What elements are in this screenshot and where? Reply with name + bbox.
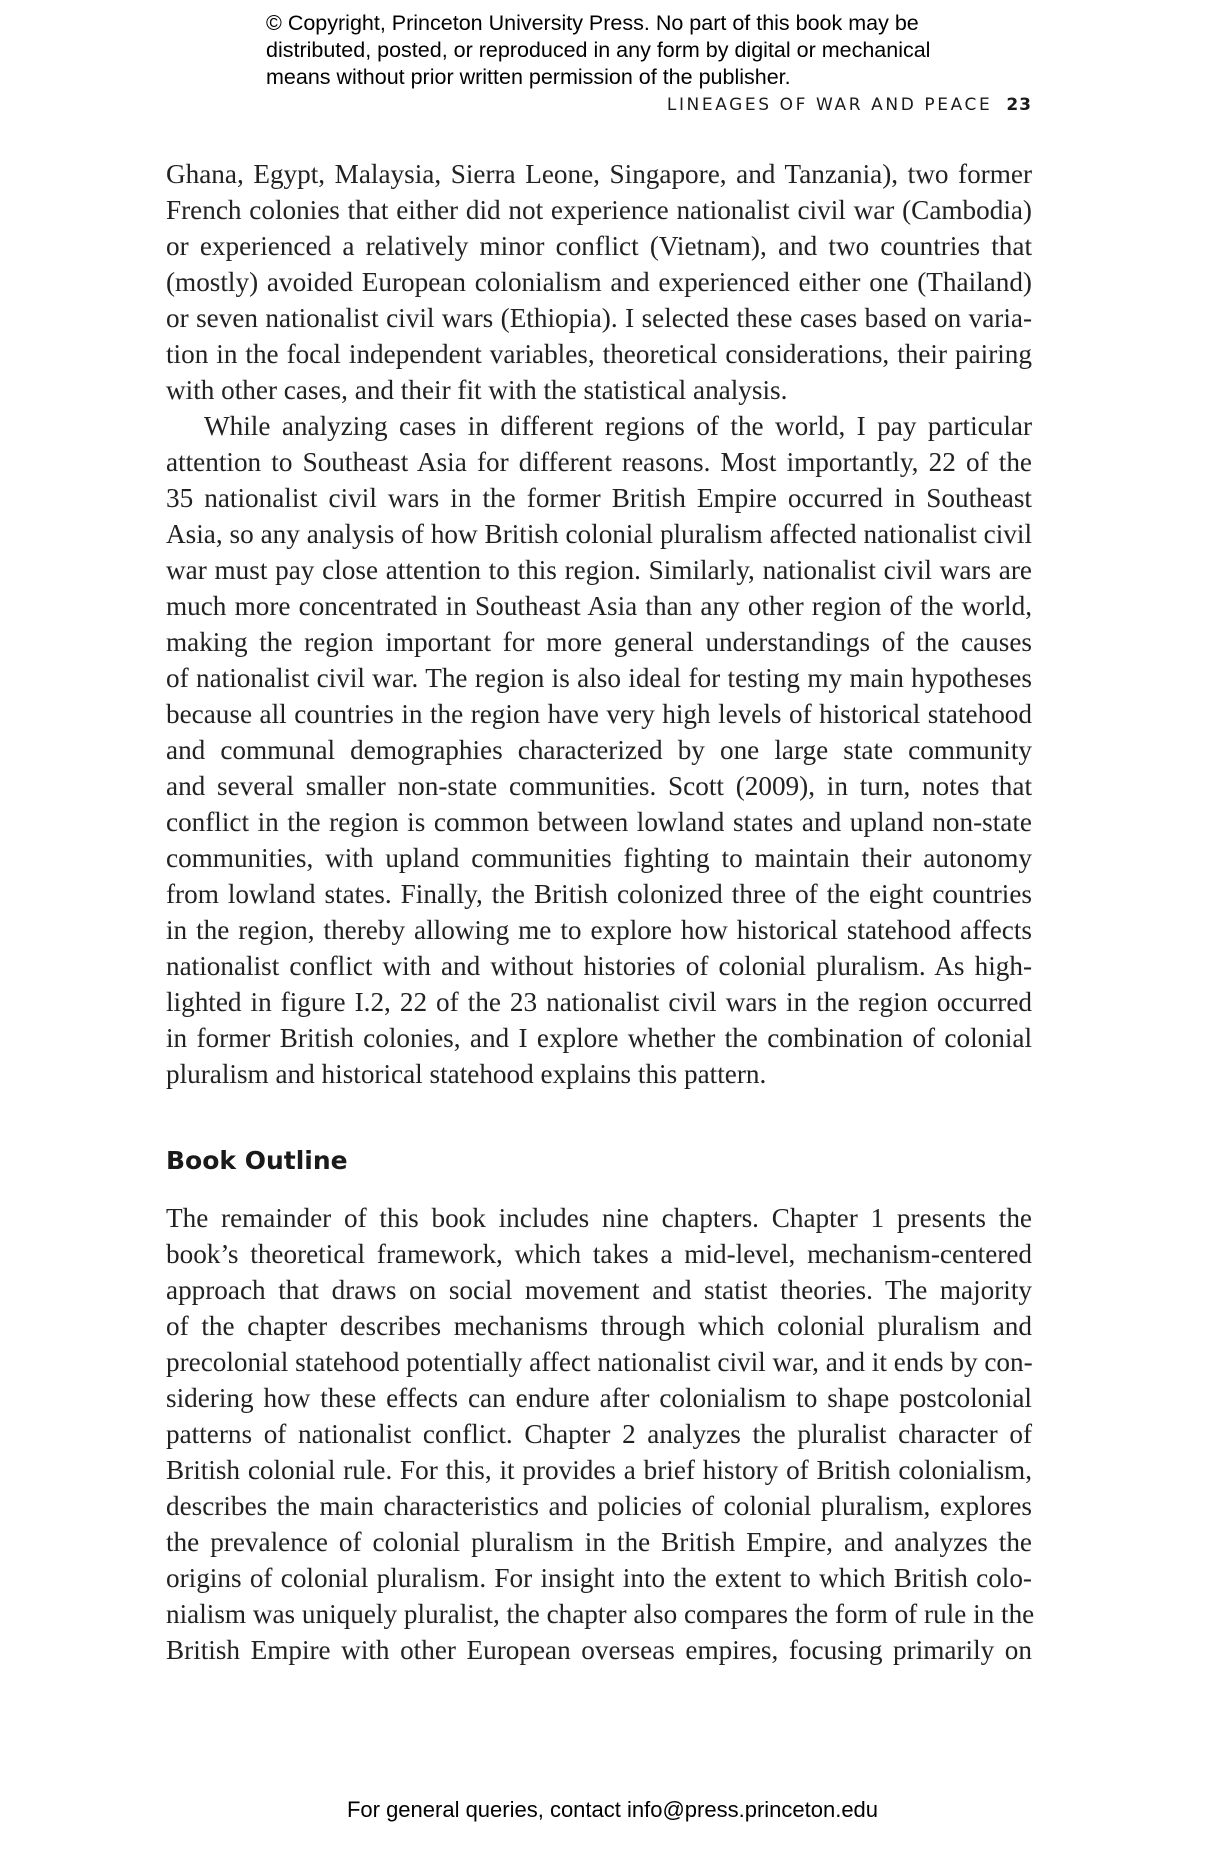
text-line: describes the main characteristics and policies of colonial pluralism, explores [166,1491,1032,1521]
text-line: the prevalence of colonial pluralism in the British Empire, and analyzes the [166,1527,1032,1557]
text-line: lighted in figure I.2, 22 of the 23 nationalist civil wars in the region occurred [166,987,1032,1017]
section-heading: Book Outline [166,1146,348,1175]
text-line: of nationalist civil war. The region is also ideal for testing my main hypotheses [166,663,1032,693]
text-line: because all countries in the region have very high levels of historical statehood [166,699,1032,729]
text-line: attention to Southeast Asia for different reasons. Most importantly, 22 of the [166,447,1032,477]
text-line: communities, with upland communities fighting to maintain their autonomy [166,843,1032,873]
text-line: book’s theoretical framework, which takes a mid-level, mechanism-centered [166,1239,1032,1269]
text-line: or seven nationalist civil wars (Ethiopia). I selected these cases based on varia- [166,303,1032,333]
text-line: origins of colonial pluralism. For insight into the extent to which British colo- [166,1563,1032,1593]
text-line: Ghana, Egypt, Malaysia, Sierra Leone, Singapore, and Tanzania), two former [166,159,1032,189]
text-line: British colonial rule. For this, it provides a brief history of British colonialism, [166,1455,1032,1485]
text-line: sidering how these effects can endure after colonialism to shape postcolonial [166,1383,1032,1413]
text-line: Asia, so any analysis of how British colonial pluralism affected nationalist civil [166,519,1032,549]
copyright-line: © Copyright, Princeton University Press. No part of this book may be [266,11,919,35]
copyright-notice [266,10,1026,91]
text-line: tion in the focal independent variables, theoretical considerations, their pairing [166,339,1032,369]
text-line: making the region important for more general understandings of the causes [166,627,1032,657]
text-line: 35 nationalist civil wars in the former British Empire occurred in Southeast [166,483,1032,513]
text-line: conflict in the region is common between lowland states and upland non-state [166,807,1032,837]
text-line: of the chapter describes mechanisms through which colonial pluralism and [166,1311,1032,1341]
text-line: French colonies that either did not experience nationalist civil war (Cambodia) [166,195,1032,225]
footer-contact: For general queries, contact info@press.princeton.edu [346,1797,879,1822]
text-line: While analyzing cases in different regions of the world, I pay particular [204,411,1032,441]
text-line: The remainder of this book includes nine chapters. Chapter 1 presents the [166,1203,1032,1233]
copyright-line: means without prior written permission of the publisher. [266,65,791,89]
text-line: in the region, thereby allowing me to explore how historical statehood affects [166,915,1032,945]
text-line: with other cases, and their fit with the statistical analysis. [166,375,788,405]
paragraph-southeast-asia [166,408,1032,1092]
running-head-title: LINEAGES OF WAR AND PEACE [666,95,993,115]
text-line: precolonial statehood potentially affect nationalist civil war, and it ends by con- [166,1347,1033,1377]
text-line: (mostly) avoided European colonialism and experienced either one (Thailand) [166,267,1032,297]
text-line: approach that draws on social movement and statist theories. The majority [166,1275,1032,1305]
running-head [667,95,1032,115]
text-line: British Empire with other European overseas empires, focusing primarily on [166,1635,1032,1665]
text-line: and several smaller non-state communities. Scott (2009), in turn, notes that [166,771,1032,801]
text-line: much more concentrated in Southeast Asia than any other region of the world, [166,591,1032,621]
page-number: 23 [1006,95,1032,115]
text-line: war must pay close attention to this region. Similarly, nationalist civil wars are [166,555,1032,585]
text-line: in former British colonies, and I explore whether the combination of colonial [166,1023,1032,1053]
paragraph-book-outline [166,1200,1035,1668]
copyright-line: distributed, posted, or reproduced in any form by digital or mechanical [266,38,931,62]
text-line: pluralism and historical statehood explains this pattern. [166,1059,767,1089]
text-line: or experienced a relatively minor conflict (Vietnam), and two countries that [166,231,1032,261]
paragraph-continued [166,156,1032,408]
text-line: and communal demographies characterized by one large state community [166,735,1032,765]
text-line: nialism was uniquely pluralist, the chapter also compares the form of rule in the [166,1599,1035,1629]
text-line: nationalist conflict with and without histories of colonial pluralism. As high- [166,951,1032,981]
text-line: from lowland states. Finally, the British colonized three of the eight countries [166,879,1032,909]
text-line: patterns of nationalist conflict. Chapter 2 analyzes the pluralist character of [166,1419,1032,1449]
